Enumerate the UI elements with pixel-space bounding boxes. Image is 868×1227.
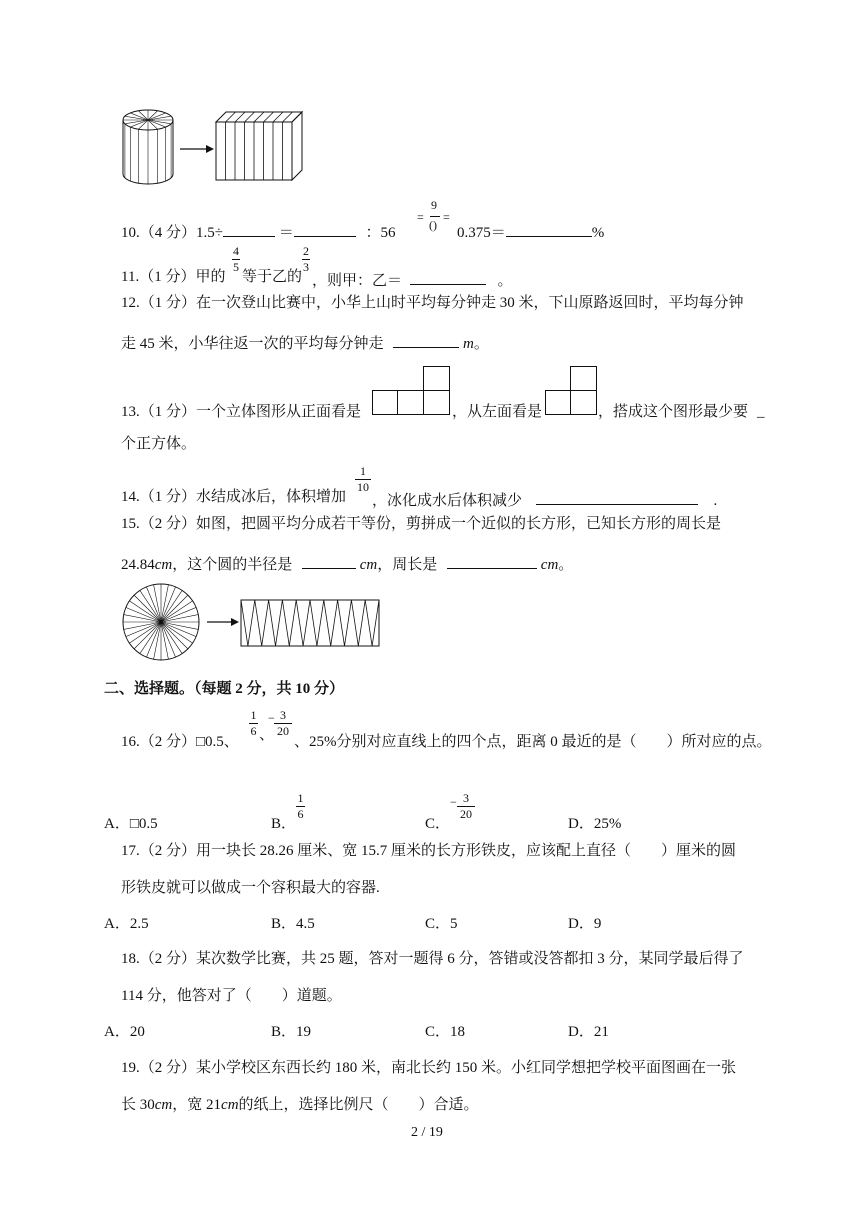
q14-tail: ，冰化成水后体积减少 <box>372 493 523 509</box>
q10-equals: ＝ <box>278 225 294 241</box>
q15-circumference-text: ，周长是 <box>377 557 438 573</box>
q10-blank-2[interactable] <box>294 222 356 237</box>
q12-end: 。 <box>473 336 489 352</box>
q16-sep: 、 <box>259 727 275 743</box>
cylinder-to-cuboid-figure <box>118 108 318 190</box>
q19-width: ，宽 21 <box>172 1097 222 1113</box>
section-2-heading: 二、选择题。（每题 2 分，共 10 分） <box>104 681 345 697</box>
q11-mid: 等于乙的 <box>242 269 303 285</box>
q10-line-2 <box>457 222 604 241</box>
q17-option-c[interactable]: C．5 <box>425 916 458 932</box>
q15-end: 。 <box>558 557 574 573</box>
q11-tail: ，则甲：乙＝ <box>312 273 403 289</box>
q16-prefix: 16.（2 分）□0.5、 <box>121 734 239 750</box>
q15-unit-2: cm <box>359 557 378 573</box>
front-view-cell-2 <box>397 390 424 415</box>
q12-unit: m <box>463 336 474 352</box>
q19-line-1: 19.（2 分）某小学校区东西长约 180 米，南北长约 150 米。小红同学想把学校平面图画在一张 <box>121 1060 737 1076</box>
q16-option-b[interactable]: B． <box>271 816 297 832</box>
q15-line-1: 15.（2 分）如图，把圆平均分成若干等份，剪拼成一个近似的长方形，已知长方形的周长是 <box>121 516 722 532</box>
q10-frac-num: 9 <box>431 198 437 212</box>
q16-f2-num: 3 <box>280 708 286 722</box>
q16-b-den: 6 <box>297 807 304 821</box>
q16-b-num: 1 <box>297 791 304 805</box>
q19-unit-1: cm <box>154 1097 173 1113</box>
q13-tail: ，搭成这个图形最少要 <box>598 404 749 420</box>
q14-fraction <box>355 465 371 493</box>
q16-option-b-fraction <box>296 792 305 820</box>
q10-frac-den: () <box>429 218 437 232</box>
q11-f1-num: 4 <box>233 244 239 258</box>
q13-line-2: 个正方体。 <box>121 436 197 452</box>
q16-tail: 、25%分别对应直线上的四个点，距离 0 最近的是（ ）所对应的点。 <box>294 734 772 750</box>
q18-line-1: 18.（2 分）某次数学比赛，共 25 题，答对一题得 6 分，答错或没答都扣 3 分，某同学最后得了 <box>121 951 744 967</box>
q15-perimeter-value: 24.84 <box>121 557 155 573</box>
q17-option-d[interactable]: D．9 <box>568 916 602 932</box>
q14-blank[interactable] <box>536 490 698 505</box>
q16-c-den: 20 <box>457 806 475 820</box>
q10-frac-bar <box>430 216 440 217</box>
q19-unit-2: cm <box>221 1097 239 1113</box>
q15-unit-3: cm <box>540 557 559 573</box>
q11-f2-den: 3 <box>303 260 309 274</box>
q11-fraction-2 <box>302 245 310 273</box>
q16-option-c[interactable]: C． <box>425 816 451 832</box>
q18-option-d[interactable]: D．21 <box>568 1024 609 1040</box>
q10-ratio: ：56 <box>365 225 396 241</box>
q10-eq-right: = <box>443 210 450 224</box>
q16-c-num: 3 <box>463 791 469 805</box>
q11-f2-num: 2 <box>303 244 309 258</box>
q16-neg: − <box>268 711 275 725</box>
q11-f1-den: 5 <box>233 260 239 274</box>
q11-blank[interactable] <box>410 270 486 285</box>
q16-f2-den: 20 <box>274 723 292 737</box>
page-number: 2 / 19 <box>411 1125 443 1140</box>
left-view-cell-2 <box>570 390 597 415</box>
q11-fraction-1 <box>232 245 240 273</box>
q10-blank-3[interactable] <box>506 222 592 237</box>
q17-line-1: 17.（2 分）用一块长 28.26 厘米、宽 15.7 厘米的长方形铁皮，应该配上直径（ ）厘米的圆 <box>121 843 737 859</box>
q14-line-2 <box>372 490 717 509</box>
q12-blank[interactable] <box>393 333 459 348</box>
front-view-cell-4 <box>423 366 450 391</box>
q14-prefix: 14.（1 分）水结成冰后，体积增加 <box>121 489 347 505</box>
q15-blank-circumference[interactable] <box>447 554 537 569</box>
q10-prefix: 10.（4 分）1.5÷ <box>121 225 223 241</box>
q10-line <box>121 222 396 241</box>
q16-f1-num: 1 <box>250 708 257 722</box>
q10-percent: % <box>591 225 605 241</box>
q14-f-den: 10 <box>357 480 369 494</box>
q14-f-num: 1 <box>360 464 366 478</box>
q12-line-2 <box>121 333 489 352</box>
q13-prefix: 13.（1 分）一个立体图形从正面看是 <box>121 404 362 420</box>
q17-line-2: 形铁皮就可以做成一个容积最大的容器. <box>121 880 380 896</box>
q16-option-c-fraction <box>457 792 475 820</box>
q11-line-2 <box>312 270 513 289</box>
q16-fraction-2 <box>274 709 292 737</box>
q13-blank[interactable]: _ <box>757 404 765 420</box>
q12-line-1: 12.（1 分）在一次登山比赛中，小华上山时平均每分钟走 30 米，下山原路返回时，平均每分钟 <box>121 295 744 311</box>
q15-line-2 <box>121 554 573 573</box>
q12-text: 走 45 米，小华往返一次的平均每分钟走 <box>121 336 384 352</box>
q16-fraction-1 <box>249 709 258 737</box>
q10-blank-1[interactable] <box>223 222 275 237</box>
q18-line-2: 114 分，他答对了（ ）道题。 <box>121 988 342 1004</box>
q15-unit-1: cm <box>154 557 173 573</box>
q16-option-a[interactable]: A．□0.5 <box>104 816 158 832</box>
left-view-cell-1 <box>545 390 571 415</box>
q11-prefix: 11.（1 分）甲的 <box>121 269 226 285</box>
q14-end: . <box>713 493 718 509</box>
q11-end: 。 <box>497 273 513 289</box>
q10-eq-left: = <box>417 210 424 224</box>
q15-radius-text: ，这个圆的半径是 <box>172 557 293 573</box>
q16-f1-den: 6 <box>250 724 257 738</box>
left-view-cell-3 <box>570 366 597 391</box>
q15-blank-radius[interactable] <box>302 554 356 569</box>
q17-option-b[interactable]: B．4.5 <box>271 916 315 932</box>
q17-option-a[interactable]: A．2.5 <box>104 916 149 932</box>
front-view-cell-1 <box>372 390 398 415</box>
q19-line-2 <box>121 1098 479 1113</box>
q10-decimal: 0.375＝ <box>457 225 506 241</box>
front-view-cell-3 <box>423 390 450 415</box>
q18-option-a[interactable]: A．20 <box>104 1024 145 1040</box>
q19-tail: 的纸上，选择比例尺（ ）合适。 <box>238 1097 479 1113</box>
q16-option-c-neg: − <box>450 795 457 809</box>
q18-option-c[interactable]: C．18 <box>425 1024 466 1040</box>
q13-mid: ，从左面看是 <box>452 404 543 420</box>
q16-option-d[interactable]: D．25% <box>568 816 622 832</box>
q18-option-b[interactable]: B．19 <box>271 1024 312 1040</box>
q19-length: 长 30 <box>121 1097 155 1113</box>
circle-to-rectangle-figure <box>121 582 383 662</box>
q11-line <box>121 270 225 285</box>
